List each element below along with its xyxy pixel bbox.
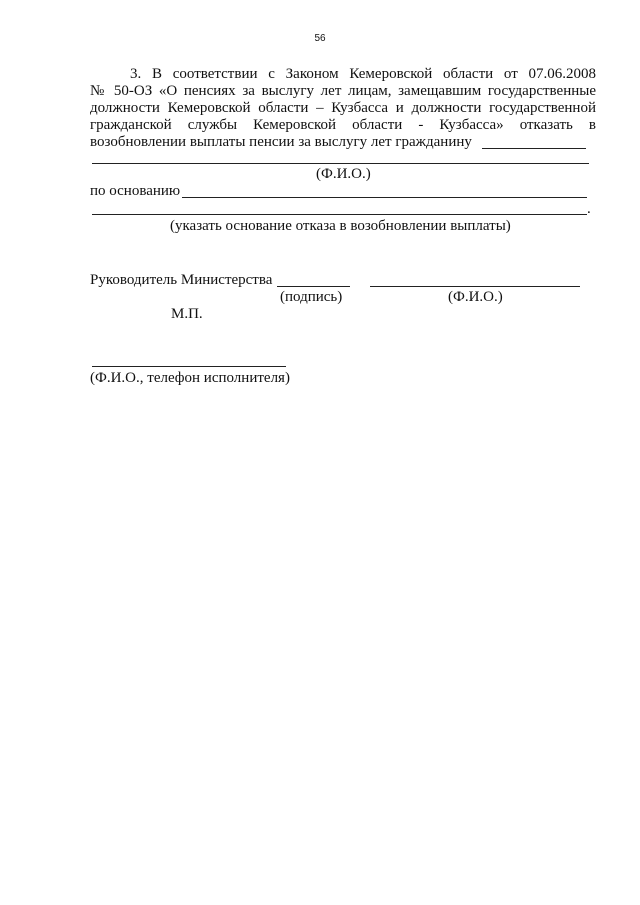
stamp-label: М.П. — [171, 306, 203, 322]
fio-caption: (Ф.И.О.) — [316, 166, 371, 182]
executor-caption: (Ф.И.О., телефон исполнителя) — [90, 370, 290, 386]
head-label: Руководитель Министерства — [90, 272, 273, 288]
paragraph-line-5: возобновлении выплаты пенсии за выслугу лет гражданину — [90, 134, 472, 150]
paragraph-line-3: должности Кемеровской области – Кузбасса и должности государственной — [90, 100, 596, 116]
paragraph-line-1: 3. В соответствии с Законом Кемеровской области от 07.06.2008 — [130, 66, 596, 82]
basis-period: . — [587, 201, 591, 217]
basis-underline-2 — [92, 214, 587, 215]
basis-label: по основанию — [90, 183, 181, 199]
fio-underline — [92, 163, 589, 164]
executor-underline — [92, 366, 286, 367]
paragraph-line-2: № 50-ОЗ «О пенсиях за выслугу лет лицам, замещавшим государственные — [90, 83, 596, 99]
basis-caption: (указать основание отказа в возобновлении выплаты) — [170, 218, 511, 234]
citizen-name-underline — [482, 148, 586, 149]
page-number: 56 — [314, 33, 326, 44]
head-name-caption: (Ф.И.О.) — [448, 289, 503, 305]
head-name-underline — [370, 286, 580, 287]
signature-underline — [277, 286, 350, 287]
signature-caption: (подпись) — [280, 289, 343, 305]
basis-underline-1 — [182, 197, 587, 198]
paragraph-line-4: гражданской службы Кемеровской области - Кузбасса» отказать в — [90, 117, 596, 133]
